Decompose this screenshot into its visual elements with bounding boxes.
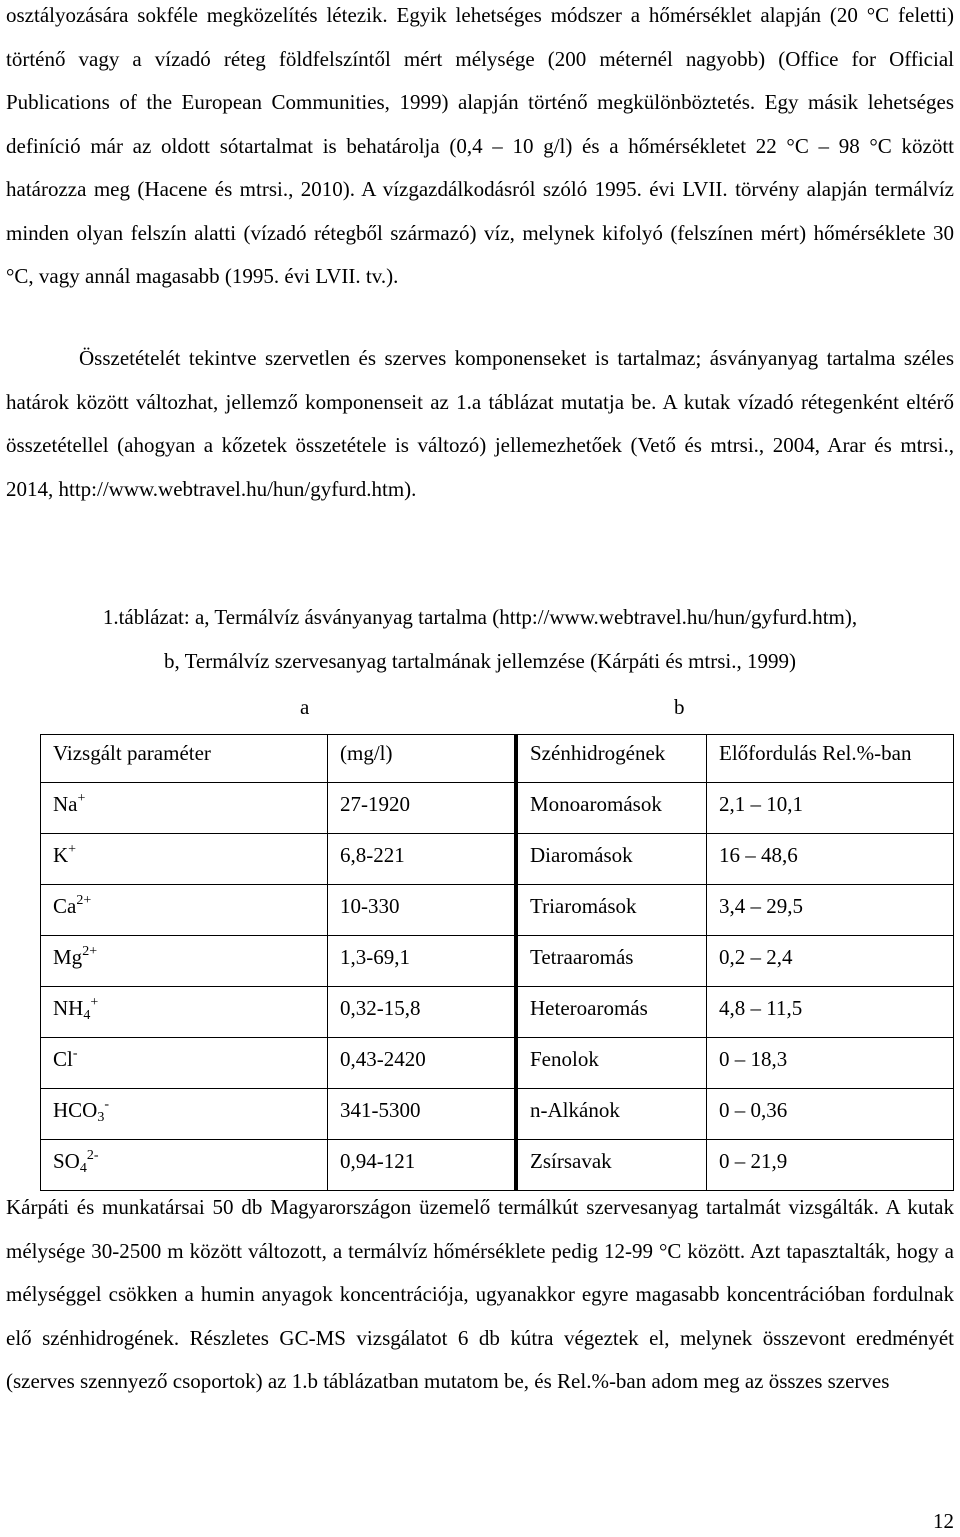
ion-cell	[41, 1140, 328, 1191]
header-hydrocarbons: Szénhidrogének	[516, 735, 707, 783]
concentration-cell: 1,3-69,1	[328, 936, 517, 987]
hydrocarbon-cell: Triaromások	[516, 885, 707, 936]
ion-symbol: K	[53, 843, 69, 867]
relative-percent-cell: 0,2 – 2,4	[707, 936, 954, 987]
ion-cell	[41, 1089, 328, 1140]
table-caption-line-2: b, Termálvíz szervesanyag tartalmának jellemzése (Kárpáti és mtrsi., 1999)	[164, 649, 796, 673]
composition-table	[40, 734, 954, 1191]
ion-charge: 2+	[76, 893, 92, 908]
table-row	[41, 783, 954, 834]
ion-symbol: NH	[53, 996, 84, 1020]
relative-percent-cell: 0 – 18,3	[707, 1038, 954, 1089]
ion-charge: +	[68, 842, 77, 857]
table-row	[41, 1140, 954, 1191]
ion-symbol: Cl	[53, 1047, 73, 1071]
ion-charge: -	[72, 1046, 78, 1061]
ion-charge: +	[90, 995, 99, 1010]
ion-symbol: Na	[53, 792, 78, 816]
ion-symbol: HCO	[53, 1098, 98, 1122]
ion-symbol: Ca	[53, 894, 77, 918]
concentration-cell: 0,32-15,8	[328, 987, 517, 1038]
ion-charge: -	[104, 1097, 110, 1112]
hydrocarbon-cell: Heteroaromás	[516, 987, 707, 1038]
table-row	[41, 987, 954, 1038]
table-row	[41, 885, 954, 936]
ion-cell	[41, 936, 328, 987]
paragraph-composition: Összetételét tekintve szervetlen és szerves komponenseket is tartalmaz; ásványanyag tartalma széles határok között változhat, jellemző komponenseit az 1.a táblázat mutatja be. A kutak vízadó rétegenként eltérő összetétellel (ahogyan a kőzetek összetétele is változó) jellemezhetőek (Vető és mtrsi., 2004, Arar és mtrsi., 2014, http://www.webtravel.hu/hun/gyfurd.htm).	[6, 346, 954, 501]
ion-cell	[41, 783, 328, 834]
concentration-cell: 27-1920	[328, 783, 517, 834]
table-header-row	[41, 735, 954, 783]
ion-symbol: Mg	[53, 945, 83, 969]
hydrocarbon-cell: Tetraaromás	[516, 936, 707, 987]
paragraph-organic-content: Kárpáti és munkatársai 50 db Magyarországon üzemelő termálkút szervesanyag tartalmát vizsgálták. A kutak mélysége 30-2500 m között változott, a termálvíz hőmérséklete pedig 12-99 °C között. Azt tapasztalták, hogy a mélységgel csökken a humin anyagok koncentrációja, ugyanakkor egyre magasabb koncentrációban fordulnak elő szénhidrogének. Részletes GC-MS vizsgálatot 6 db kútra végeztek el, melynek összevont eredményét (szerves szennyező csoportok) az 1.b táblázatban mutatom be, és Rel.%-ban adom meg az összes szerves	[6, 1195, 954, 1393]
relative-percent-cell: 0 – 21,9	[707, 1140, 954, 1191]
hydrocarbon-cell: Zsírsavak	[516, 1140, 707, 1191]
relative-percent-cell: 3,4 – 29,5	[707, 885, 954, 936]
relative-percent-cell: 4,8 – 11,5	[707, 987, 954, 1038]
hydrocarbon-cell: Monoaromások	[516, 783, 707, 834]
ion-subscript: 3	[97, 1110, 105, 1125]
concentration-cell: 6,8-221	[328, 834, 517, 885]
table-row	[41, 1038, 954, 1089]
concentration-cell: 10-330	[328, 885, 517, 936]
table-row	[41, 936, 954, 987]
header-relative-percent: Előfordulás Rel.%-ban	[707, 735, 954, 783]
ion-subscript: 4	[79, 1161, 87, 1176]
relative-percent-cell: 16 – 48,6	[707, 834, 954, 885]
ion-symbol: SO	[53, 1149, 80, 1173]
table-body	[41, 783, 954, 1191]
relative-percent-cell: 0 – 0,36	[707, 1089, 954, 1140]
ion-subscript: 4	[83, 1008, 91, 1023]
table-caption-line-1: 1.táblázat: a, Termálvíz ásványanyag tartalma (http://www.webtravel.hu/hun/gyfurd.htm),	[102, 605, 858, 629]
ion-cell	[41, 987, 328, 1038]
header-parameter: Vizsgált paraméter	[41, 735, 328, 783]
ion-charge: 2-	[86, 1148, 99, 1163]
header-concentration: (mg/l)	[328, 735, 517, 783]
ion-cell	[41, 1038, 328, 1089]
concentration-cell: 0,43-2420	[328, 1038, 517, 1089]
ion-cell	[41, 834, 328, 885]
hydrocarbon-cell: Diaromások	[516, 834, 707, 885]
ion-charge: +	[77, 791, 86, 806]
concentration-cell: 341-5300	[328, 1089, 517, 1140]
ion-cell	[41, 885, 328, 936]
relative-percent-cell: 2,1 – 10,1	[707, 783, 954, 834]
page-number: 12	[933, 1509, 954, 1533]
table-row	[41, 834, 954, 885]
paragraph-classification: osztályozására sokféle megközelítés létezik. Egyik lehetséges módszer a hőmérséklet alapján (20 °C feletti) történő vagy a vízadó réteg földfelszíntől mért mélysége (200 méternél nagyobb) (Office for Official Publications of the European Communities, 1999) alapján történő megkülönböztetés. Egy másik lehetséges definíció már az oldott sótartalmat is behatárolja (0,4 – 10 g/l) és a hőmérsékletet 22 °C – 98 °C között határozza meg (Hacene és mtrsi., 2010). A vízgazdálkodásról szóló 1995. évi LVII. törvény alapján termálvíz minden olyan felszín alatti (vízadó rétegből származó) víz, melynek kifolyó (felszínen mért) hőmérséklete 30 °C, vagy annál magasabb (1995. évi LVII. tv.).	[6, 3, 954, 288]
hydrocarbon-cell: Fenolok	[516, 1038, 707, 1089]
ion-charge: 2+	[82, 944, 98, 959]
concentration-cell: 0,94-121	[328, 1140, 517, 1191]
table-row	[41, 1089, 954, 1140]
table-part-label-b: b	[674, 695, 685, 719]
table-part-label-a: a	[300, 695, 310, 719]
hydrocarbon-cell: n-Alkánok	[516, 1089, 707, 1140]
